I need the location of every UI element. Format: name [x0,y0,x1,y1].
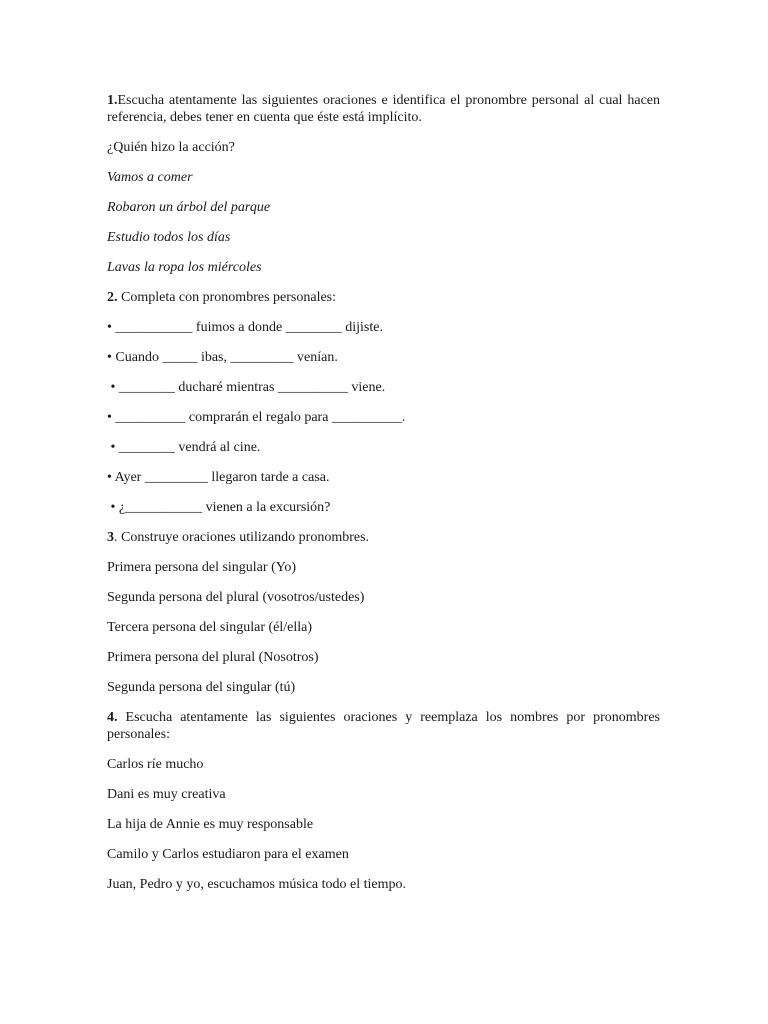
section1-instruction [107,92,660,126]
section1-sentence: Vamos a comer [107,170,193,185]
section1-sentence: Robaron un árbol del parque [107,200,271,215]
section2-item: • ________ ducharé mientras __________ viene. [107,380,386,395]
section1-question: ¿Quién hizo la acción? [107,140,235,155]
section2-instruction [107,289,660,306]
section1-instruction-text: Escucha atentamente las siguientes oraciones e identifica el pronombre personal al cual hacen referencia, debes tener en cuenta que éste está implícito. [107,93,660,125]
section2-item: • ¿___________ vienen a la excursión? [107,500,331,515]
section2-item: • __________ comprarán el regalo para __________. [107,410,406,425]
section4-item: Camilo y Carlos estudiaron para el examen [107,847,349,862]
section2-item: • ________ vendrá al cine. [107,440,261,455]
section3-item: Segunda persona del plural (vosotros/ustedes) [107,590,365,605]
section2-number: 2. [107,290,118,305]
section3-instruction [107,529,660,546]
section3-number: 3 [107,530,114,545]
section3-instruction-text: . Construye oraciones utilizando pronombres. [114,530,370,545]
section3-item: Segunda persona del singular (tú) [107,680,296,695]
section2-item: • Cuando _____ ibas, _________ venían. [107,350,338,365]
section4-item: Carlos ríe mucho [107,757,204,772]
section2-item: • ___________ fuimos a donde ________ dijiste. [107,320,383,335]
section4-item: La hija de Annie es muy responsable [107,817,314,832]
section2-item: • Ayer _________ llegaron tarde a casa. [107,470,330,485]
section4-item: Juan, Pedro y yo, escuchamos música todo el tiempo. [107,877,406,892]
section3-item: Primera persona del plural (Nosotros) [107,650,319,665]
section3-item: Primera persona del singular (Yo) [107,560,297,575]
section4-item: Dani es muy creativa [107,787,226,802]
section3-item: Tercera persona del singular (él/ella) [107,620,313,635]
section4-number: 4. [107,710,118,725]
section1-sentence: Lavas la ropa los miércoles [107,260,262,275]
section2-instruction-text: Completa con pronombres personales: [117,290,337,305]
section1-sentence: Estudio todos los días [107,230,231,245]
section1-number: 1. [107,93,118,108]
section4-instruction-text: Escucha atentamente las siguientes oraciones y reemplaza los nombres por pronombres personales: [107,710,660,742]
document-page [107,92,660,906]
section4-instruction [107,709,660,743]
